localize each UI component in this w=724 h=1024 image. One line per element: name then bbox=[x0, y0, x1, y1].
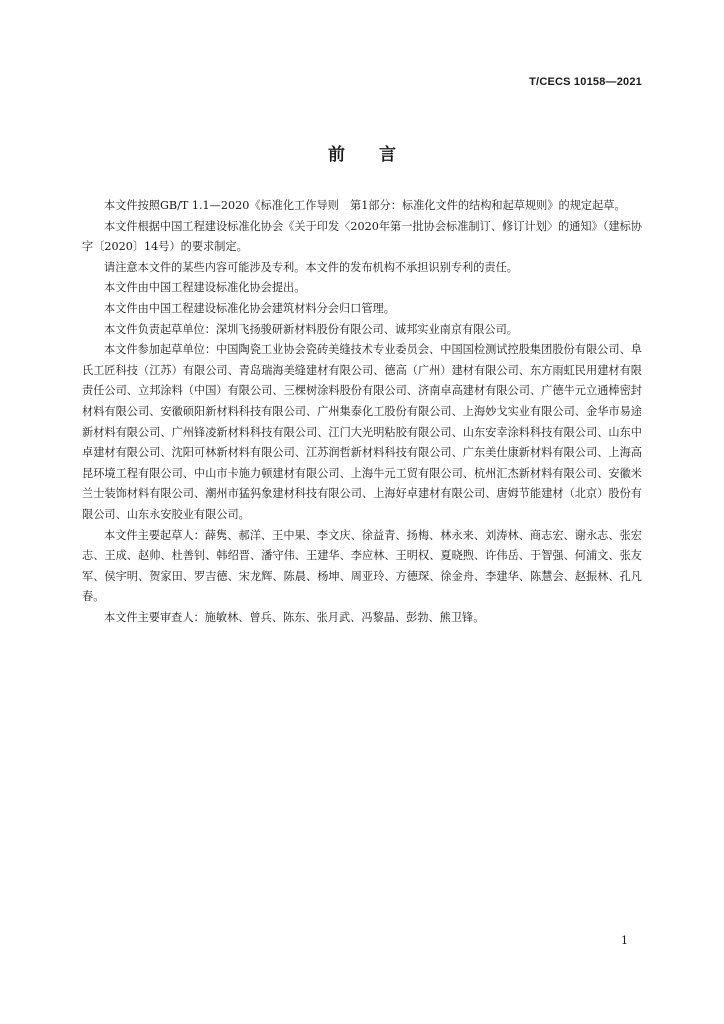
paragraph-basis: 本文件根据中国工程建设标准化协会《关于印发〈2020年第一批协会标准制订、修订计划〉的通知》（建标协字〔2020〕14号）的要求制定。 bbox=[82, 219, 642, 254]
paragraph-drafting-rules: 本文件按照GB/T 1.1—2020《标准化工作导则 第1部分：标准化文件的结构和起草规则》的规定起草。 bbox=[104, 199, 626, 212]
document-code: T/CECS 10158—2021 bbox=[529, 76, 642, 88]
page-title: 前言 bbox=[328, 145, 430, 165]
foreword-body bbox=[82, 196, 642, 628]
paragraph-main-drafters: 本文件主要起草人：薛隽、郝洋、王中果、李文庆、徐益青、扬梅、林永来、刘涛林、商志宏、谢永志、张宏志、王成、赵帅、杜善钊、韩绍晋、潘守伟、王建华、李应林、王明权、夏晓煦、许伟岳、于智强、何浦文、张友军、侯宇明、贺家田、罗吉德、宋龙辉、陈晨、杨坤、周亚玲、方德琛、徐金舟、李建华、陈慧会、赵振林、孔凡春。 bbox=[82, 528, 642, 604]
paragraph-proposer: 本文件由中国工程建设标准化协会提出。 bbox=[104, 281, 306, 295]
paragraph-administrator: 本文件由中国工程建设标准化协会建筑材料分会归口管理。 bbox=[104, 301, 395, 315]
paragraph-reviewers: 本文件主要审查人：施敏林、曾兵、陈东、张月武、冯黎晶、彭勃、熊卫锋。 bbox=[104, 610, 485, 624]
paragraph-participating-units: 本文件参加起草单位：中国陶瓷工业协会瓷砖美缝技术专业委员会、中国国检测试控股集团股份有限公司、阜氏工匠科技（江苏）有限公司、青岛瑞海美缝建材有限公司、德高（广州）建材有限公司、东方雨虹民用建材有限责任公司、立邦涂料（中国）有限公司、三棵树涂料股份有限公司、济南卓高建材有限公司、广德牛元立通棒密封材料有限公司、安徽硕阳新材料科技有限公司、广州集泰化工股份有限公司、上海妙戈实业有限公司、金华市易途新材料有限公司、广州锋凌新材料科技有限公司、江门大光明粘胶有限公司、山东安幸涂料科技有限公司、山东中卓建材有限公司、沈阳可林新材料有限公司、江苏润哲新材料科技有限公司、广东美仕康新材料有限公司、上海高昆环境工程有限公司、中山市卡施力顿建材有限公司、上海牛元工贸有限公司、杭州汇杰新材料有限公司、安徽米兰士装饰材料有限公司、潮州市猛犸象建材科技有限公司、上海好卓建材有限公司、唐姆节能建材（北京）股份有限公司、山东永安胶业有限公司。 bbox=[82, 343, 642, 521]
paragraph-patent-notice: 请注意本文件的某些内容可能涉及专利。本文件的发布机构不承担识别专利的责任。 bbox=[104, 260, 518, 274]
page-number: 1 bbox=[621, 934, 628, 947]
paragraph-lead-drafters: 本文件负责起草单位：深圳飞扬骏研新材料股份有限公司、诚邦实业南京有限公司。 bbox=[104, 322, 518, 336]
